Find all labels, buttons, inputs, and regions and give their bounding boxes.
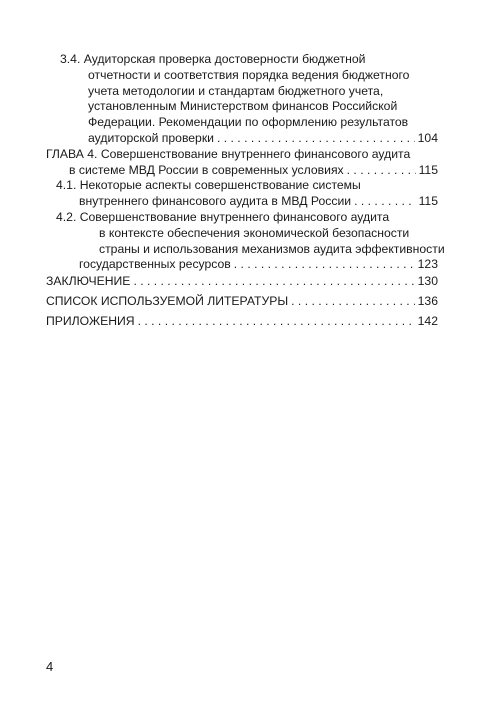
toc-entry-leader-row [79,194,438,210]
toc-bibliography [46,294,438,310]
toc-entry-line: в системе МВД России в современных условиях [69,162,344,177]
toc-entry-leader-row [46,314,438,330]
toc-page-number: 115 [418,162,438,177]
toc-appendices [46,314,438,330]
toc-page-number: 136 [417,293,438,308]
toc-entry-line: 4.2. Совершенствование внутреннего финансового аудита [56,209,390,224]
toc-conclusion [46,274,438,290]
toc-entry-leader-row [79,257,438,273]
toc-entry-line: учета методологии и стандартам бюджетного учета, [88,83,384,98]
toc-page-number: 115 [418,194,438,209]
toc-entry-line: 3.4. Аудиторская проверка достоверности бюджетной [60,52,366,66]
dot-leader [347,163,416,179]
dot-leader [234,257,415,273]
toc-chapter-4 [46,147,438,179]
toc-entry-line: государственных ресурсов [79,257,231,272]
toc-entry-line: в контексте обеспечения экономической безопасности [99,225,410,240]
table-of-contents [46,52,445,330]
toc-chapter-title: ГЛАВА 4. Совершенствование внутреннего финансового аудита [46,146,411,161]
toc-entry-leader-row [46,294,438,310]
toc-entry-line: ЗАКЛЮЧЕНИЕ [46,274,131,289]
dot-leader [291,294,415,310]
toc-entry-line: отчетности и соответствия порядка ведения бюджетного [88,67,410,82]
toc-page-number: 104 [417,130,438,145]
toc-page-number: 142 [417,313,438,328]
dot-leader [133,274,414,290]
toc-entry-line: аудиторской проверки [88,130,214,145]
toc-entry-4-1 [46,178,438,210]
toc-entry-3-4 [46,52,438,147]
toc-page-number: 130 [417,274,438,289]
toc-entry-line: ПРИЛОЖЕНИЯ [46,313,135,328]
dot-leader [354,194,415,210]
toc-page-number: 123 [417,257,438,272]
toc-entry-line: Федерации. Рекомендации по оформлению результатов [88,115,409,130]
dot-leader [217,131,415,147]
toc-entry-leader-row [88,131,438,147]
toc-entry-4-2 [46,209,445,273]
page-number: 4 [46,659,54,674]
toc-entry-line: СПИСОК ИСПОЛЬЗУЕМОЙ ЛИТЕРАТУРЫ [46,293,289,308]
toc-entry-line: внутреннего финансового аудита в МВД России [79,194,352,209]
toc-entry-leader-row [69,163,438,179]
toc-entry-leader-row [46,274,438,290]
toc-entry-line: установленным Министерством финансов Российской [88,99,398,114]
toc-entry-line: 4.1. Некоторые аспекты совершенствование системы [56,178,361,193]
toc-entry-line: страны и использования механизмов аудита эффективности [99,241,445,256]
dot-leader [138,314,415,330]
